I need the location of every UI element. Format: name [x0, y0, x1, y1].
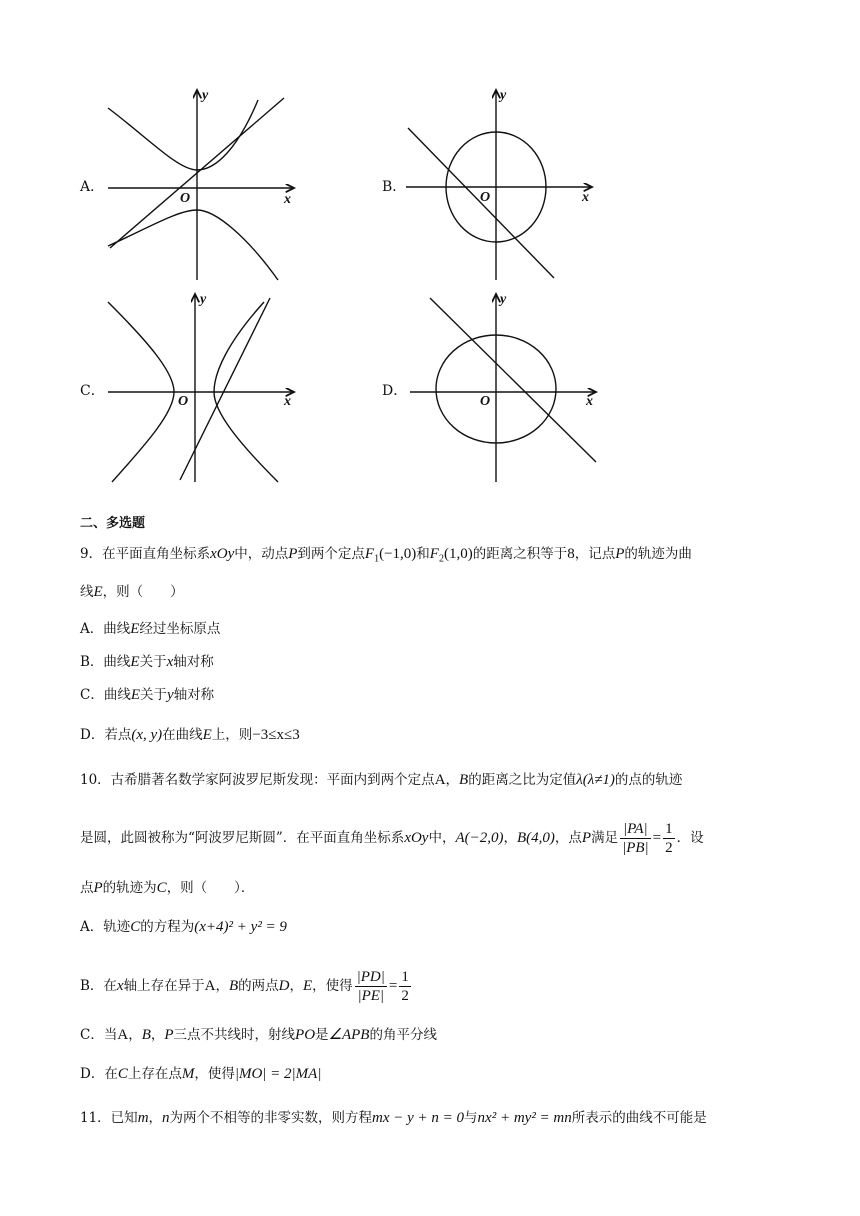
half-fraction-2: $\frac{1}{2}$ [401, 969, 409, 1004]
hyperbola-lower [108, 210, 278, 280]
figure-d [410, 292, 600, 484]
figure-c [108, 292, 298, 484]
figure-c-graph [108, 292, 298, 484]
q9-option-d[interactable]: D．若点(x, y)在曲线E上，则−3≤x≤3 [80, 727, 300, 743]
y-axis-label: y [200, 292, 207, 307]
y-axis-label: y [202, 88, 209, 103]
q10-option-d[interactable]: D．在C上存在点M，使得|MO| = 2|MA| [80, 1066, 322, 1082]
line [430, 298, 596, 462]
x-axis-label: x [582, 190, 589, 205]
q9-option-c[interactable]: C．曲线E关于y轴对称 [80, 687, 215, 703]
origin-label: O [480, 190, 491, 205]
figure-a [108, 88, 298, 280]
y-axis-label: y [500, 88, 507, 103]
q9-option-a[interactable]: A．曲线E经过坐标原点 [80, 621, 221, 637]
q10-option-a[interactable]: A．轨迹C的方程为(x+4)² + y² = 9 [80, 919, 287, 935]
x-axis-label: x [586, 394, 593, 409]
ratio-fraction: $\frac{|PA|}{|PB|}$ [622, 821, 649, 856]
q10-option-c[interactable]: C．当A，B，P三点不共线时，射线PO是∠APB的角平分线 [80, 1027, 437, 1043]
figure-a-graph [108, 88, 298, 280]
x-axis-label: x [284, 394, 291, 409]
q9-stem-line1: 9．在平面直角坐标系xOy中，动点P到两个定点$F_1(-1,0)$和$F_2(1,0)$的距离之积等于8，记点P的轨迹为曲 [80, 546, 692, 565]
half-fraction: $\frac{1}{2}$ [665, 821, 673, 856]
q10-stem-line3: 点P的轨迹为C，则（ ）． [80, 880, 255, 896]
option-a-label: A． [80, 179, 105, 195]
figure-b [406, 88, 596, 280]
origin-label: O [180, 191, 191, 206]
x-axis-label: x [284, 192, 291, 207]
pd-pe-fraction: $\frac{|PD|}{|PE|}$ [356, 969, 385, 1004]
hyperbola-upper [108, 100, 258, 170]
option-b-label: B． [382, 179, 407, 195]
q9-option-b[interactable]: B．曲线E关于x轴对称 [80, 654, 214, 670]
origin-label: O [480, 394, 491, 409]
section-title: 二、多选题 [80, 516, 146, 531]
y-axis-label: y [500, 292, 507, 307]
q10-stem-line2: 是圆，此圆被称为“阿波罗尼斯圆”．在平面直角坐标系xOy中，A(−2,0)，B(4,0)，点P满足 $\frac{|PA|}{|PB|}$ = $\frac{1}{2}$ ．设 [80, 821, 704, 856]
figure-d-graph [410, 292, 600, 484]
option-c-label: C． [80, 383, 105, 399]
option-d-label: D． [382, 383, 408, 399]
line [180, 298, 270, 480]
q9-stem-line2: 线E，则（ ） [80, 584, 184, 600]
q11-stem: 11．已知m，n为两个不相等的非零实数，则方程mx − y + n = 0与nx² + my² = mn所表示的曲线不可能是 [80, 1110, 707, 1126]
origin-label: O [178, 394, 189, 409]
figure-b-graph [406, 88, 596, 280]
q10-stem-line1: 10．古希腊著名数学家阿波罗尼斯发现：平面内到两个定点A，B的距离之比为定值λ(λ≠1)的点的轨迹 [80, 772, 683, 788]
q10-option-b[interactable]: B．在x轴上存在异于A，B的两点D，E，使得 $\frac{|PD|}{|PE|}$ = $\frac{1}{2}$ [80, 969, 409, 1004]
